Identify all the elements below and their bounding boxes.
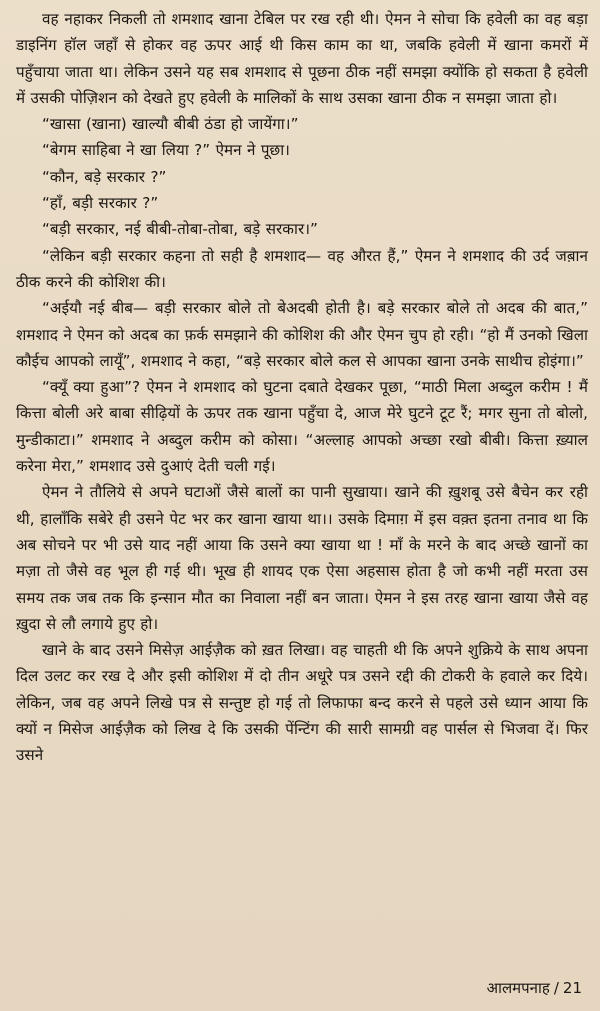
dialogue-line: “हाँ, बड़ी सरकार ?” — [42, 194, 159, 213]
paragraph: खाने के बाद उसने मिसेज़ आईज़ैक को ख़त लिखा। वह चाहती थी कि अपने शुक्रिये के साथ अपना दिल उलट कर रख दे और इसी कोशिश में दो तीन अधूरे पत्र उसने रद्दी की टोकरी के हवाले कर दिये। लेकिन, जब वह अपने लिखे पत्र से सन्तुष्ट हो गई तो लिफाफा बन्द करने से पहले उसे ध्यान आया कि क्यों न मिसेज आईज़ैक को लिख दे कि उसकी पेंन्टिंग की सारी सामग्री वह पार्सल से भिजवा दें। फिर उसने — [16, 641, 588, 765]
body-text — [16, 6, 588, 769]
dialogue-line: “बड़ी सरकार, नई बीबी-तोबा-तोबा, बड़े सरकार।” — [42, 220, 318, 239]
dialogue-line: “खासा (खाना) खाल्यौ बीबी ठंडा हो जायेंगा।” — [42, 115, 299, 134]
paragraph: ऐमन ने तौलिये से अपने घटाओं जैसे बालों का पानी सुखाया। खाने की ख़ुशबू उसे बैचेन कर रही थी, हालाँकि सबेरे ही उसने पेट भर कर खाना खाया था।। उसके दिमाग़ में इस वक़्त इतना तनाव था कि अब सोचने पर भी उसे याद नहीं आया कि उसने क्या खाया था ! माँ के मरने के बाद अच्छे खानों का मज़ा तो जैसे वह भूल ही गई थी। भूख ही शायद एक ऐसा अहसास होता है जो कभी नहीं मरता उस समय तक जब तक कि इन्सान मौत का निवाला नहीं बन जाता। ऐमन ने इस तरह खाना खाया जैसे वह ख़ुदा से लौ लगाये हुए हो। — [16, 483, 589, 633]
footer-separator: / — [553, 979, 559, 997]
paragraph: “लेकिन बड़ी सरकार कहना तो सही है शमशाद— वह औरत हैं,” ऐमन ने शमशाद की उर्द जब़ान ठीक करने की कोशिश की। — [16, 246, 588, 291]
page-footer — [487, 978, 582, 998]
paragraph: “क्यूँ क्या हुआ”? ऐमन ने शमशाद को घुटना दबाते देखकर पूछा, “माठी मिला अब्दुल करीम ! मैं कित्ता बोली अरे बाबा सीढ़ियों के ऊपर तक खाना पहुँचा दे, आज मेरे घुटने टूट रैं; मगर सुना तो बोलो, मुन्डीकाटा।” शमशाद ने अब्दुल करीम को कोसा। “अल्लाह आपको अच्छा रखो बीबी। कित्ता ख़्याल करेना मेरा,” शमशाद उसे दुआएं देती चली गई। — [16, 378, 588, 476]
paragraph: “अईयौ नई बीब— बड़ी सरकार बोले तो बेअदबी होती है। बड़े सरकार बोले तो अदब की बात,” शमशाद ने ऐमन को अदब का फ़र्क समझाने की कोशिश की और ऐमन चुप हो रही। “हो मैं उनको खिला कौईच आपको लायूँ”, शमशाद ने कहा, “बड़े सरकार बोले कल से आपका खाना उनके साथीच होइंगा।” — [16, 299, 588, 370]
dialogue-line: “कौन, बड़े सरकार ?” — [42, 167, 167, 186]
dialogue-line: “बेगम साहिबा ने खा लिया ?” ऐमन ने पूछा। — [42, 141, 290, 160]
book-title: आलमपनाह — [486, 979, 550, 997]
page-number: 21 — [562, 979, 582, 997]
paragraph: वह नहाकर निकली तो शमशाद खाना टेबिल पर रख रही थी। ऐमन ने सोचा कि हवेली का वह बड़ा डाइनिंग हॉल जहाँ से होकर वह ऊपर आई थी किस काम का था, जबकि हवेली में खाना कमरों में पहुँचाया जाता था। लेकिन उसने यह सब शमशाद से पूछना ठीक नहीं समझा क्योंकि हो सकता है हवेली में उसकी पोज़िशन को देखते हुए हवेली के मालिकों के साथ उसका खाना ठीक न समझा जाता हो। — [16, 10, 588, 107]
